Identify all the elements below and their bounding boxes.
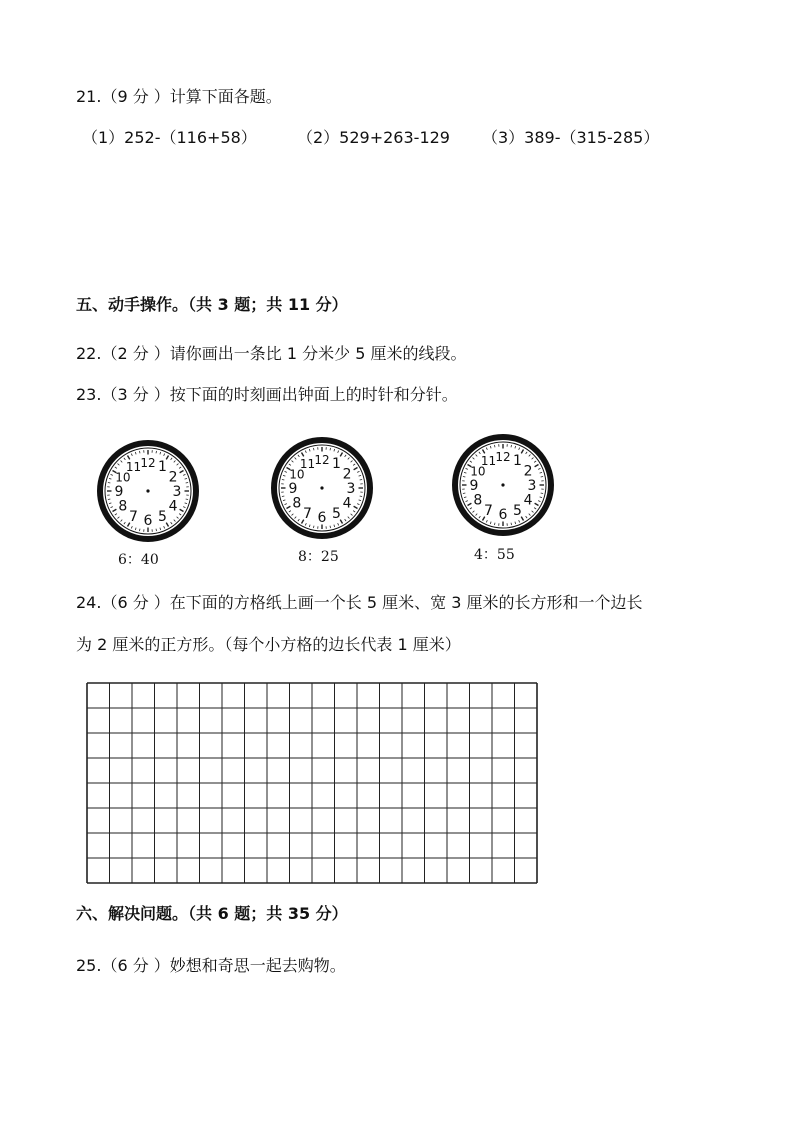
clock-1: [96, 439, 200, 543]
clock-tick: [313, 448, 314, 450]
question-25-title: 25.（6 分 ）妙想和奇思一起去购物。: [76, 956, 346, 975]
question-22-title: 22.（2 分 ）请你画出一条比 1 分米少 5 厘米的线段。: [76, 344, 467, 363]
clock-numeral: 2: [523, 463, 533, 480]
square-grid: [86, 682, 538, 884]
clock-3-time: 4：55: [474, 547, 515, 563]
q21-item-1: （1）252-（116+58）: [82, 128, 257, 147]
clock-numeral: 11: [125, 459, 142, 474]
clock-tick: [360, 479, 362, 480]
clock-tick: [108, 482, 110, 483]
clock-tick: [139, 529, 140, 531]
clock-tick: [541, 493, 543, 494]
clock-tick: [360, 496, 362, 497]
clock-numeral: 12: [140, 456, 156, 470]
section-5-heading: 五、动手操作。（共 3 题；共 11 分）: [76, 295, 348, 314]
clock-numeral: 8: [473, 492, 483, 509]
clock-numeral: 1: [158, 458, 167, 475]
clock-tick: [313, 526, 314, 528]
clock-numeral: 9: [114, 484, 124, 500]
clock-numeral: 2: [168, 469, 178, 486]
clock-numeral: 6: [498, 507, 508, 523]
clock-numeral: 7: [303, 506, 312, 523]
question-24-line-2: 为 2 厘米的正方形。（每个小方格的边长代表 1 厘米）: [76, 635, 461, 654]
clock-1-time: 6：40: [118, 552, 159, 568]
section-6-heading: 六、解决问题。（共 6 题；共 35 分）: [76, 904, 348, 923]
clock-2-time: 8：25: [298, 549, 339, 565]
clock-numeral: 11: [480, 453, 497, 468]
clock-numeral: 4: [168, 498, 178, 515]
clock-3: [451, 433, 555, 537]
q21-item-2: （2）529+263-129: [297, 128, 450, 147]
clock-numeral: 12: [495, 450, 511, 464]
clock-tick: [511, 445, 512, 447]
clock-tick: [494, 523, 495, 525]
clock-numeral: 6: [143, 513, 153, 529]
clock-numeral: 2: [342, 466, 352, 483]
clock-face-icon: [270, 436, 374, 540]
clock-numeral: 8: [292, 495, 302, 512]
clock-numeral: 4: [342, 495, 352, 512]
clock-numeral: 10: [115, 470, 131, 485]
clock-numeral: 11: [299, 456, 316, 471]
clock-tick: [139, 451, 140, 453]
clock-center-dot: [501, 483, 504, 486]
clock-numeral: 7: [484, 503, 493, 520]
clock-center-dot: [146, 489, 149, 492]
clock-tick: [463, 493, 465, 494]
clock-face-icon: [451, 433, 555, 537]
clock-numeral: 10: [470, 464, 486, 479]
clock-numeral: 1: [513, 452, 522, 469]
clock-numeral: 5: [158, 509, 167, 526]
clock-tick: [494, 445, 495, 447]
clock-tick: [186, 499, 188, 500]
clock-tick: [330, 448, 331, 450]
question-24-line-1: 24.（6 分 ）在下面的方格纸上画一个长 5 厘米、宽 3 厘米的长方形和一个边长: [76, 593, 643, 612]
clock-face-icon: [96, 439, 200, 543]
clock-tick: [282, 496, 284, 497]
clock-numeral: 12: [314, 453, 330, 467]
clock-tick: [511, 523, 512, 525]
clock-tick: [186, 482, 188, 483]
clock-numeral: 8: [118, 498, 128, 515]
clock-numeral: 5: [332, 506, 341, 523]
clock-numeral: 5: [513, 503, 522, 520]
clock-tick: [330, 526, 331, 528]
clock-tick: [156, 529, 157, 531]
clock-center-dot: [320, 486, 323, 489]
q21-item-3: （3）389-（315-285）: [482, 128, 660, 147]
clock-numeral: 3: [172, 484, 182, 500]
question-23-title: 23.（3 分 ）按下面的时刻画出钟面上的时针和分针。: [76, 385, 458, 404]
clock-numeral: 7: [129, 509, 138, 526]
clock-tick: [108, 499, 110, 500]
clock-numeral: 9: [288, 481, 298, 497]
clock-numeral: 1: [332, 455, 341, 472]
clock-numeral: 6: [317, 510, 327, 526]
clock-numeral: 10: [289, 467, 305, 482]
clock-numeral: 3: [346, 481, 356, 497]
clock-numeral: 3: [527, 478, 537, 494]
question-21-title: 21.（9 分 ）计算下面各题。: [76, 87, 282, 106]
clock-tick: [156, 451, 157, 453]
clock-numeral: 4: [523, 492, 533, 509]
clock-numeral: 9: [469, 478, 479, 494]
clock-tick: [463, 476, 465, 477]
clock-tick: [282, 479, 284, 480]
clock-2: [270, 436, 374, 540]
clock-tick: [541, 476, 543, 477]
